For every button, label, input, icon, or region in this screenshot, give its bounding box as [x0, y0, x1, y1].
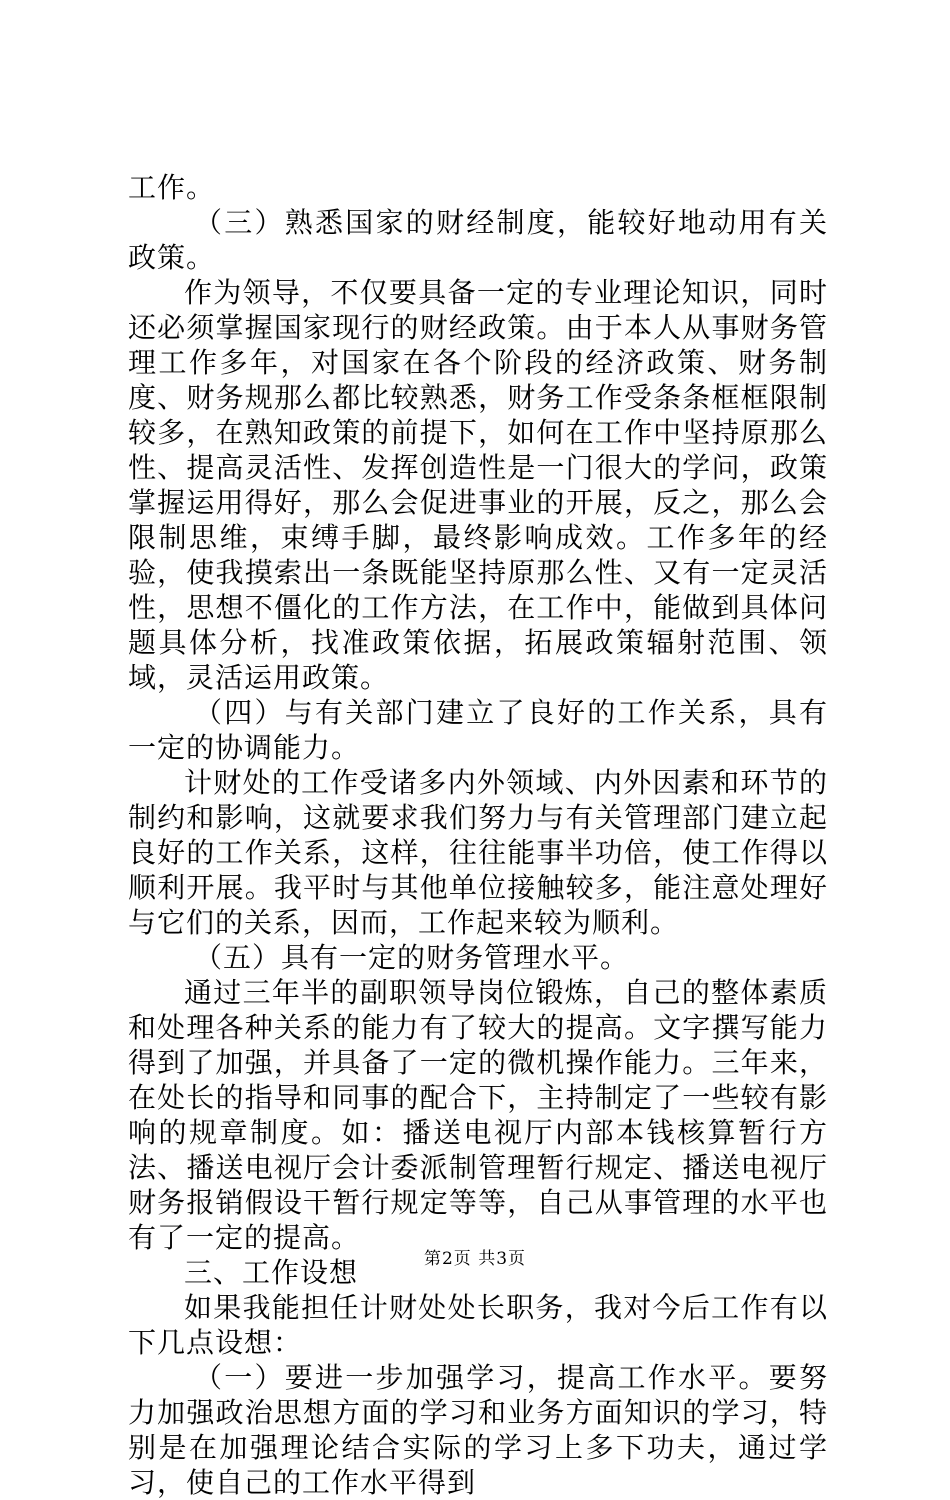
page-number-footer: 第2页 共3页	[423, 1249, 527, 1269]
paragraph-relations: 计财处的工作受诸多内外领域、内外因素和环节的制约和影响，这就要求我们努力与有关管理部门建立起良好的工作关系，这样，往往能事半功倍，使工作得以顺利开展。我平时与其他单位接触较多，能注意处理好与它们的关系，因而，工作起来较为顺利。	[128, 766, 828, 939]
section-heading-3: （三）熟悉国家的财经制度，能较好地动用有关政策。	[128, 206, 828, 274]
chapter-heading-3: 三、工作设想	[184, 1256, 359, 1289]
document-body	[128, 170, 828, 1500]
section-heading-4: （四）与有关部门建立了良好的工作关系，具有一定的协调能力。	[128, 696, 828, 764]
paragraph-plan-intro: 如果我能担任计财处处长职务，我对今后工作有以下几点设想：	[128, 1291, 828, 1359]
paragraph-plan-1: （一）要进一步加强学习，提高工作水平。要努力加强政治思想方面的学习和业务方面知识的学习，特别是在加强理论结合实际的学习上多下功夫，通过学习，使自己的工作水平得到	[128, 1361, 828, 1499]
paragraph-continuation: 工作。	[128, 171, 216, 204]
paragraph-management: 通过三年半的副职领导岗位锻炼，自己的整体素质和处理各种关系的能力有了较大的提高。文字撰写能力得到了加强，并具备了一定的微机操作能力。三年来，在处长的指导和同事的配合下，主持制定了一些较有影响的规章制度。如：播送电视厅内部本钱核算暂行方法、播送电视厅会计委派制管理暂行规定、播送电视厅财务报销假设干暂行规定等等，自己从事管理的水平也有了一定的提高。	[128, 976, 828, 1254]
paragraph-finance-policy: 作为领导，不仅要具备一定的专业理论知识，同时还必须掌握国家现行的财经政策。由于本人从事财务管理工作多年，对国家在各个阶段的经济政策、财务制度、财务规那么都比较熟悉，财务工作受条条框框限制较多，在熟知政策的前提下，如何在工作中坚持原那么性、提高灵活性、发挥创造性是一门很大的学问，政策掌握运用得好，那么会促进事业的开展，反之，那么会限制思维，束缚手脚，最终影响成效。工作多年的经验，使我摸索出一条既能坚持原那么性、又有一定灵活性，思想不僵化的工作方法，在工作中，能做到具体问题具体分析，找准政策依据，拓展政策辐射范围、领域，灵活运用政策。	[128, 276, 828, 694]
section-heading-5: （五）具有一定的财务管理水平。	[194, 941, 630, 974]
